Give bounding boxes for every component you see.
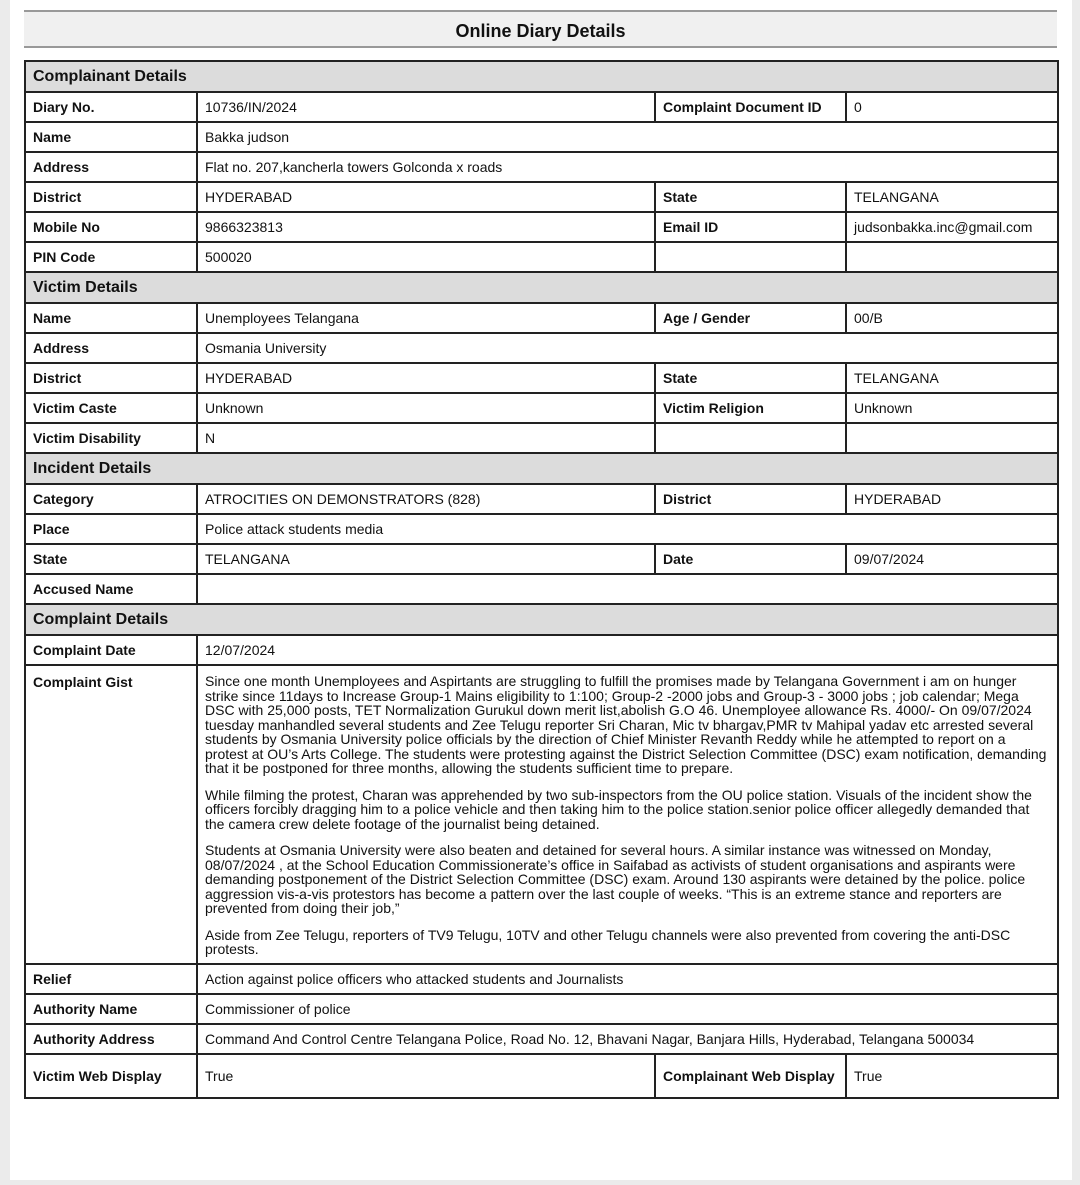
diary-details-table [24, 60, 1059, 1099]
section-header-complainant [25, 61, 1058, 92]
field-label: Victim Disability [25, 423, 197, 453]
gist-paragraph: Since one month Unemployees and Aspirtants are struggling to fulfill the promises made by Telangana Government i am on hunger strike since 11days to Increase Group-1 Mains eligibility to 1:100; Group-2 -2000 jobs and Group-3 - 3000 jobs ; job calendar; Mega DSC with 25,000 posts, TET Normalization Gurukul down merit list,abolish G.O 46. Unemployee allowance Rs. 4000/- On 09/07/2024 tuesday manhandled several students and Zee Telugu reporter Sri Charan, Mic tv bhargav,PMR tv Mahipal yadav etc arrested several students by Osmania University police officials by the direction of Chief Minister Revanth Reddy while he attempted to report on a protest at OU’s Arts College. The students were protesting against the District Selection Committee (DSC) exam notification, demanding that it be postponed for three months, allowing the students sufficient time to prepare. [205, 673, 1047, 776]
field-label: Address [25, 333, 197, 363]
section-header-complaint [25, 604, 1058, 635]
complainant-web-display-value: True [846, 1054, 1058, 1098]
field-label: Mobile No [25, 212, 197, 242]
complainant-district-value: HYDERABAD [197, 182, 655, 212]
table-row [25, 1054, 1058, 1098]
field-label: Complaint Gist [25, 665, 197, 964]
empty-cell [655, 423, 846, 453]
table-row [25, 1024, 1058, 1054]
victim-address-value: Osmania University [197, 333, 1058, 363]
field-label: District [25, 363, 197, 393]
field-label: Age / Gender [655, 303, 846, 333]
incident-district-value: HYDERABAD [846, 484, 1058, 514]
incident-date-value: 09/07/2024 [846, 544, 1058, 574]
section-header-incident [25, 453, 1058, 484]
category-value: ATROCITIES ON DEMONSTRATORS (828) [197, 484, 655, 514]
table-row [25, 92, 1058, 122]
field-label: Victim Web Display [25, 1054, 197, 1098]
victim-web-display-value: True [197, 1054, 655, 1098]
complainant-name-value: Bakka judson [197, 122, 1058, 152]
field-label: State [655, 363, 846, 393]
table-row [25, 544, 1058, 574]
table-row [25, 994, 1058, 1024]
table-row [25, 423, 1058, 453]
victim-state-value: TELANGANA [846, 363, 1058, 393]
field-label: Authority Name [25, 994, 197, 1024]
complaint-date-value: 12/07/2024 [197, 635, 1058, 665]
field-label: Date [655, 544, 846, 574]
complainant-state-value: TELANGANA [846, 182, 1058, 212]
field-label: Diary No. [25, 92, 197, 122]
field-label: Name [25, 122, 197, 152]
complaint-gist-value [197, 665, 1058, 964]
section-header-victim [25, 272, 1058, 303]
table-row [25, 964, 1058, 994]
field-label: Relief [25, 964, 197, 994]
field-label: State [25, 544, 197, 574]
authority-name-value: Commissioner of police [197, 994, 1058, 1024]
relief-value: Action against police officers who attacked students and Journalists [197, 964, 1058, 994]
table-row [25, 665, 1058, 964]
table-row [25, 635, 1058, 665]
section-title: Complainant Details [25, 61, 1058, 92]
table-row [25, 333, 1058, 363]
authority-address-value: Command And Control Centre Telangana Police, Road No. 12, Bhavani Nagar, Banjara Hills, Hyderabad, Telangana 500034 [197, 1024, 1058, 1054]
empty-cell [846, 423, 1058, 453]
gist-paragraph: Aside from Zee Telugu, reporters of TV9 Telugu, 10TV and other Telugu channels were also prevented from covering the anti-DSC protests. [205, 926, 1011, 957]
field-label: Victim Religion [655, 393, 846, 423]
field-label: Complaint Document ID [655, 92, 846, 122]
email-value: judsonbakka.inc@gmail.com [846, 212, 1058, 242]
table-row [25, 122, 1058, 152]
section-title: Victim Details [25, 272, 1058, 303]
table-row [25, 212, 1058, 242]
table-row [25, 363, 1058, 393]
age-gender-value: 00/B [846, 303, 1058, 333]
field-label: Category [25, 484, 197, 514]
field-label: Complaint Date [25, 635, 197, 665]
gist-paragraph: Students at Osmania University were also beaten and detained for several hours. A similar instance was witnessed on Monday, 08/07/2024 , at the School Education Commissionerate’s office in Saifabad as activists of student organisations and aspirants were demanding postponement of the District Selection Committee (DSC) exam. Around 130 aspirants were detained by the police. police aggression vis-a-vis protestors has become a pattern over the last couple of weeks. “This is an extreme stance and reporters are prevented from doing their job,” [205, 842, 1026, 916]
victim-caste-value: Unknown [197, 393, 655, 423]
empty-cell [846, 242, 1058, 272]
table-row [25, 574, 1058, 604]
field-label: Authority Address [25, 1024, 197, 1054]
pin-code-value: 500020 [197, 242, 655, 272]
empty-cell [655, 242, 846, 272]
table-row [25, 242, 1058, 272]
table-row [25, 152, 1058, 182]
field-label: Place [25, 514, 197, 544]
diary-no-value: 10736/IN/2024 [197, 92, 655, 122]
field-label: District [655, 484, 846, 514]
victim-religion-value: Unknown [846, 393, 1058, 423]
table-row [25, 514, 1058, 544]
field-label: State [655, 182, 846, 212]
field-label: District [25, 182, 197, 212]
incident-state-value: TELANGANA [197, 544, 655, 574]
field-label: Victim Caste [25, 393, 197, 423]
table-row [25, 303, 1058, 333]
section-title: Incident Details [25, 453, 1058, 484]
field-label: Name [25, 303, 197, 333]
field-label: Email ID [655, 212, 846, 242]
victim-district-value: HYDERABAD [197, 363, 655, 393]
page-title: Online Diary Details [24, 10, 1057, 48]
field-label: Accused Name [25, 574, 197, 604]
gist-paragraph: While filming the protest, Charan was apprehended by two sub-inspectors from the OU police station. Visuals of the incident show the officers forcibly dragging him to a police vehicle and then taking him to the police station.senior police officer allegedly demanded that the camera crew delete footage of the journalist being detained. [205, 786, 1032, 832]
document-id-value: 0 [846, 92, 1058, 122]
table-row [25, 182, 1058, 212]
document-page [10, 0, 1072, 1180]
mobile-value: 9866323813 [197, 212, 655, 242]
victim-name-value: Unemployees Telangana [197, 303, 655, 333]
accused-name-value [197, 574, 1058, 604]
victim-disability-value: N [197, 423, 655, 453]
field-label: Address [25, 152, 197, 182]
table-row [25, 484, 1058, 514]
complainant-address-value: Flat no. 207,kancherla towers Golconda x roads [197, 152, 1058, 182]
complainant-web-label: Complainant Web Display [663, 1068, 835, 1084]
section-title: Complaint Details [25, 604, 1058, 635]
table-row [25, 393, 1058, 423]
place-value: Police attack students media [197, 514, 1058, 544]
field-label: PIN Code [25, 242, 197, 272]
field-label [655, 1054, 846, 1098]
